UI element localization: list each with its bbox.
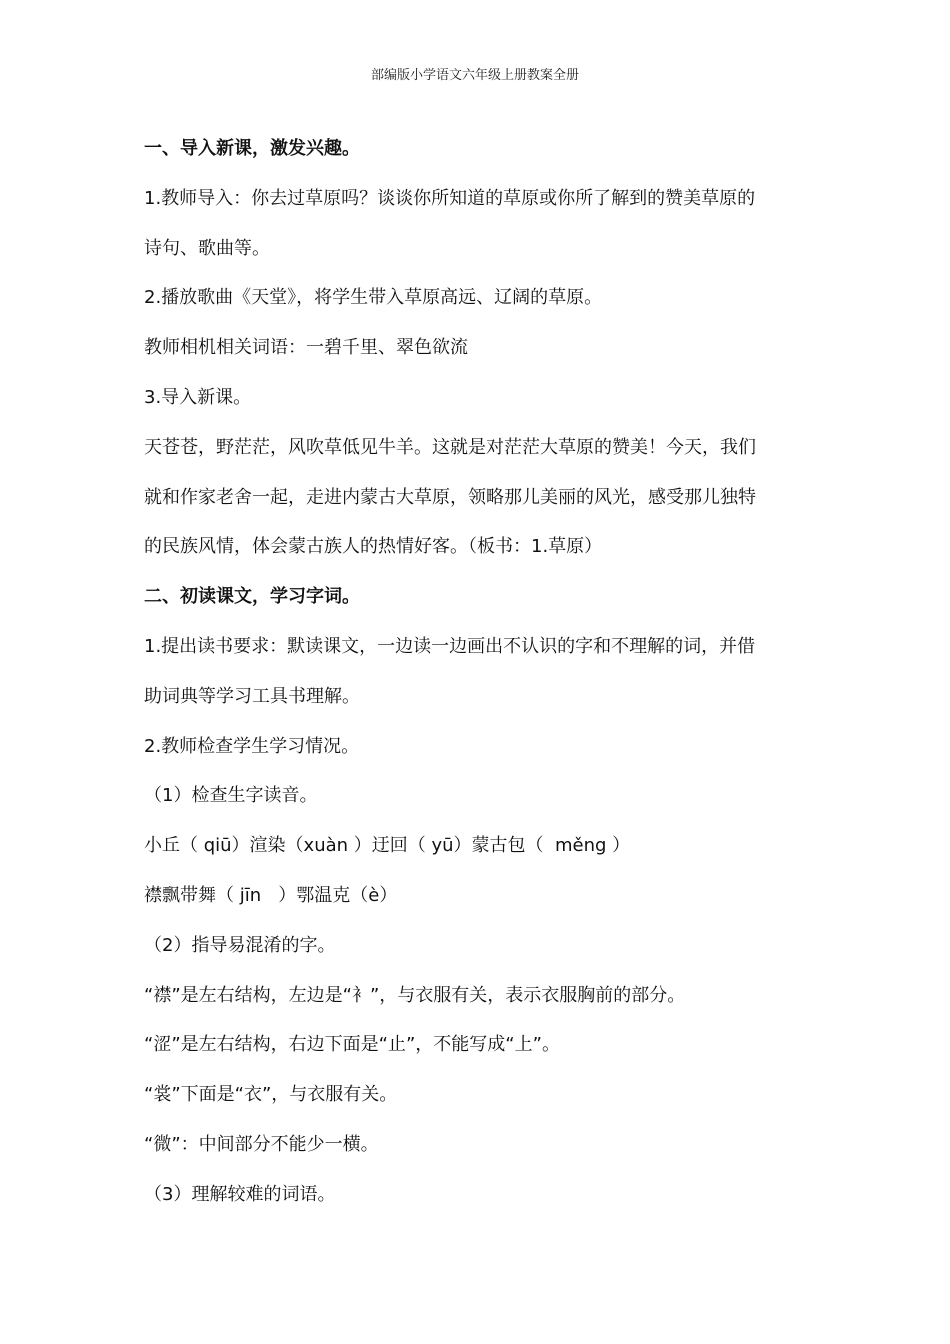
- paragraph-line: “微”：中间部分不能少一横。: [144, 1133, 379, 1155]
- page-header-title: 部编版小学语文六年级上册教案全册: [370, 68, 579, 83]
- paragraph-line: （3）理解较难的词语。: [144, 1183, 336, 1205]
- paragraph-line: “裳”下面是“衣”，与衣服有关。: [144, 1084, 398, 1106]
- paragraph-line: （1）检查生字读音。: [144, 785, 318, 807]
- paragraph-line: 3.导入新课。: [144, 386, 252, 408]
- paragraph-line: （2）指导易混淆的字。: [144, 934, 336, 956]
- section-heading-2: 二、初读课文，学习字词。: [144, 586, 360, 608]
- pinyin-line: 襟飘带舞（ jīn ）鄂温克（è）: [144, 884, 398, 906]
- pinyin-line: 小丘（ qiū）渲染（xuàn ）迂回（ yū）蒙古包（ měng ）: [144, 835, 631, 857]
- paragraph-line: “襟”是左右结构，左边是“衤”，与衣服有关，表示衣服胸前的部分。: [144, 984, 686, 1006]
- paragraph-line: 的民族风情，体会蒙古族人的热情好客。（板书：1.草原）: [144, 536, 603, 558]
- paragraph-line: 2.教师检查学生学习情况。: [144, 735, 360, 757]
- paragraph-line: 就和作家老舍一起，走进内蒙古大草原，领略那儿美丽的风光，感受那儿独特: [144, 486, 756, 508]
- section-heading-1: 一、导入新课，激发兴趣。: [144, 138, 360, 159]
- paragraph-line: 2.播放歌曲《天堂》，将学生带入草原高远、辽阔的草原。: [144, 287, 603, 309]
- document-body: [144, 124, 808, 1220]
- paragraph-line: 1.教师导入：你去过草原吗？谈谈你所知道的草原或你所了解到的赞美草原的: [144, 187, 756, 209]
- paragraph-line: 天苍苍，野茫茫，风吹草低见牛羊。这就是对茫茫大草原的赞美！今天，我们: [144, 436, 756, 458]
- paragraph-line: 教师相机相关词语：一碧千里、翠色欲流: [144, 337, 468, 359]
- paragraph-line: 1.提出读书要求：默读课文，一边读一边画出不认识的字和不理解的词，并借: [144, 635, 756, 657]
- paragraph-line: “涩”是左右结构，右边下面是“止”，不能写成“上”。: [144, 1034, 560, 1056]
- paragraph-line: 诗句、歌曲等。: [144, 237, 270, 259]
- paragraph-line: 助词典等学习工具书理解。: [144, 685, 360, 707]
